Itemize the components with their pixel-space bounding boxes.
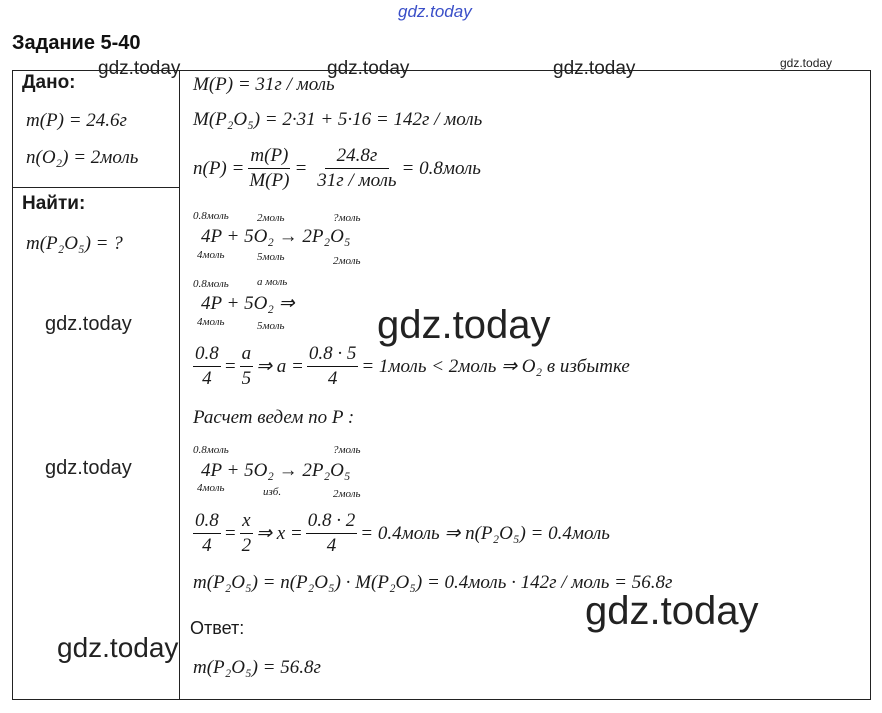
label-top-o2: a моль [257,276,288,288]
fraction-x-over-2 [240,510,254,557]
fraction-product-over-4 [307,343,359,390]
answer-header: Ответ: [190,618,245,638]
label-bot-o2: изб. [263,486,282,498]
label-top-p2o5: ?моль [333,444,361,456]
watermark-center: gdz.today [377,303,551,347]
fraction-denominator: 4 [327,368,338,389]
fraction-numerator: m(P) [248,145,290,169]
label-bot-p2o5: 2моль [333,488,361,500]
reaction-main: 4P + 5O₂ → 2P₂O₅ [201,226,351,247]
fraction-denominator: 4 [202,368,212,389]
fraction-product-over-4 [306,510,358,557]
proportion-2 [193,510,610,557]
column-divider [179,70,180,700]
given-header: Дано: [22,72,76,93]
fraction-denominator: 4 [326,535,337,556]
watermark-given: gdz.today [98,58,181,79]
label-bot-o2: 5моль [257,251,285,263]
watermark-find-2: gdz.today [45,457,132,479]
moles-p-lhs: n(P) = [193,157,245,179]
answer-value: m(P₂O₅) = 56.8г [193,657,321,678]
fraction-denominator: 31г / моль [317,170,397,191]
fraction-values [315,145,398,192]
find-mass-p2o5: m(P₂O₅) = ? [26,233,123,254]
given-moles-o2: n(O₂) = 2моль [26,147,139,168]
label-top-o2: 2моль [257,212,285,224]
fraction-denominator: 5 [241,368,252,389]
fraction-08-over-4 [193,343,221,390]
moles-p-result: = 0.8моль [401,157,481,179]
fraction-denominator: M(P) [249,170,290,191]
fraction-denominator: 2 [241,535,252,556]
reaction-main: 4P + 5O₂ → 2P₂O₅ [201,460,351,481]
calc-by-p: Расчет ведем по P : [193,407,355,428]
fraction-numerator: x [240,510,252,534]
label-bot-p: 4моль [197,482,225,494]
fraction-numerator: 24.8г [325,145,390,169]
fraction-a-over-5 [240,343,254,390]
implies-x: ⇒ x = [256,523,303,544]
molar-mass-p: M(P) = 31г / моль [193,74,335,95]
watermark-top: gdz.today [398,2,472,21]
label-top-p2o5: ?моль [333,212,361,224]
task-title: Задание 5-40 [12,32,141,54]
label-bot-p2o5: 2моль [333,255,361,267]
label-bot-p: 4моль [197,316,225,328]
label-top-p: 0.8моль [193,444,229,456]
watermark-bottom-right: gdz.today [585,589,759,633]
equals-sign: = [223,522,237,544]
fraction-numerator: 0.8 · 2 [306,510,358,534]
moles-p-equation [193,145,481,192]
given-find-divider [12,187,180,188]
watermark-corner: gdz.today [780,56,833,70]
fraction-numerator: 0.8 · 5 [307,343,359,367]
reaction-main: 4P + 5O₂ ⇒ [201,293,295,314]
equals-sign: = [223,355,237,377]
mass-final-equation: m(P₂O₅) = n(P₂O₅) · M(P₂O₅) = 0.4моль · 142г / моль = 56.8г [193,572,673,593]
fraction-denominator: 4 [202,535,212,556]
fraction-numerator: 0.8 [193,343,221,367]
watermark-bottom-left: gdz.today [57,632,179,663]
fraction-08-over-4 [193,510,221,557]
find-header: Найти: [22,193,86,214]
implies-a: ⇒ a = [256,356,304,377]
watermark-solution-2: gdz.today [553,58,636,79]
proportion-1-result: = 1моль < 2моль ⇒ O₂ в избытке [361,356,630,377]
fraction-numerator: a [240,343,254,367]
label-top-p: 0.8моль [193,278,229,290]
given-mass-p: m(P) = 24.6г [26,110,127,131]
molar-mass-p2o5: M(P₂O₅) = 2·31 + 5·16 = 142г / моль [193,109,483,130]
fraction-numerator: 0.8 [193,510,221,534]
watermark-solution-1: gdz.today [327,58,410,79]
fraction-m-over-M [247,145,291,192]
proportion-1 [193,343,630,390]
label-top-p: 0.8моль [193,210,229,222]
label-bot-o2: 5моль [257,320,285,332]
label-bot-p: 4моль [197,249,225,261]
watermark-find: gdz.today [45,313,132,335]
proportion-2-result: = 0.4моль ⇒ n(P₂O₅) = 0.4моль [360,523,610,544]
equals-sign: = [294,157,308,179]
